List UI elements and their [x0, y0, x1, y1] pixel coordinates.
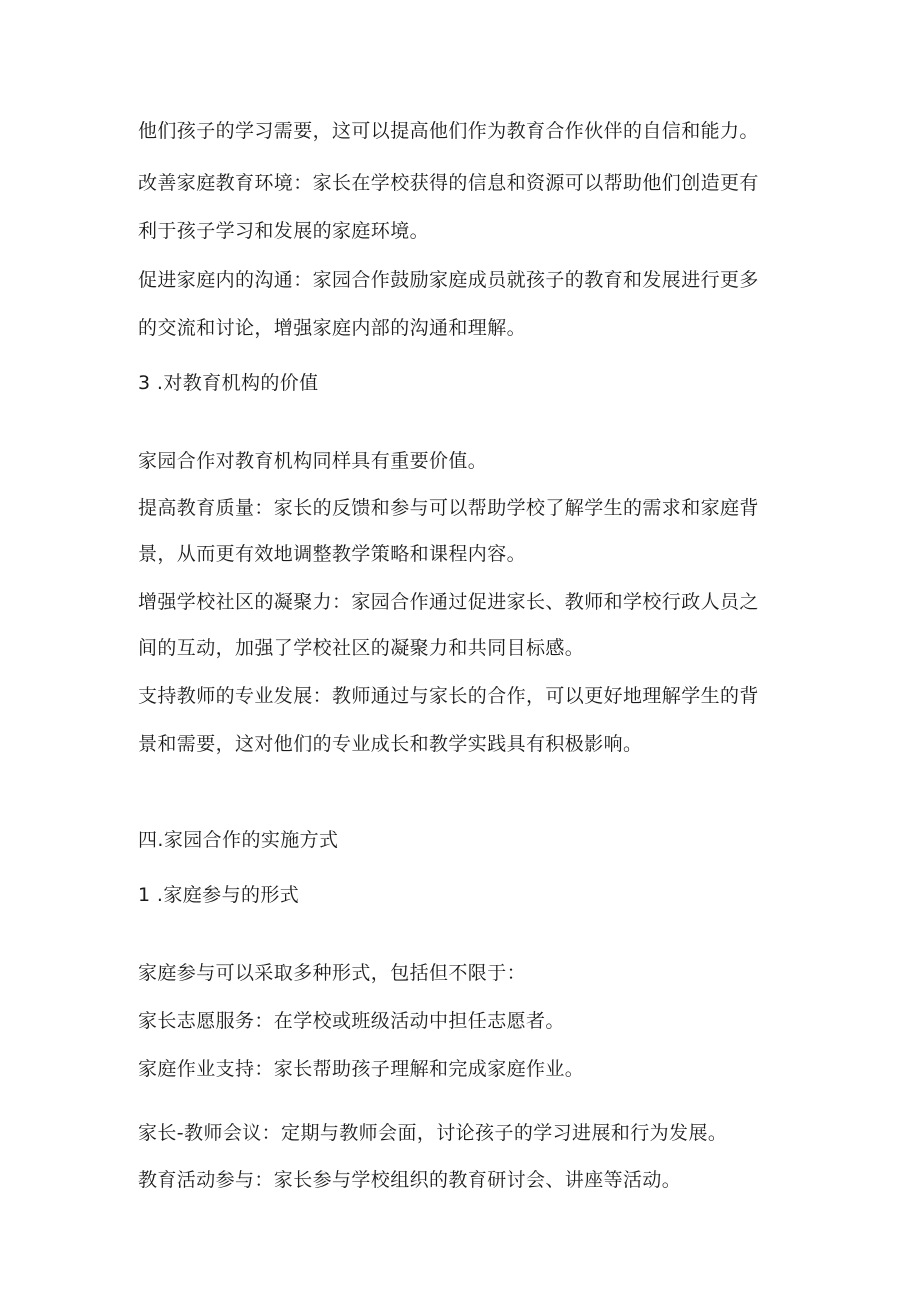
chapter-heading: 四.家园合作的实施方式 [138, 829, 339, 851]
paragraph-line: 景，从而更有效地调整教学策略和课程内容。 [138, 543, 527, 565]
paragraph-line: 家庭作业支持：家长帮助孩子理解和完成家庭作业。 [138, 1058, 585, 1080]
paragraph-line: 家长志愿服务：在学校或班级活动中担任志愿者。 [138, 1010, 565, 1032]
section-heading: 3 .对教育机构的价值 [138, 372, 319, 394]
paragraph-line: 的交流和讨论，增强家庭内部的沟通和理解。 [138, 317, 527, 339]
paragraph-line: 他们孩子的学习需要，这可以提高他们作为教育合作伙伴的自信和能力。 [138, 120, 759, 142]
paragraph-line: 利于孩子学习和发展的家庭环境。 [138, 220, 430, 242]
paragraph-line: 教育活动参与：家长参与学校组织的教育研讨会、讲座等活动。 [138, 1169, 682, 1191]
paragraph-line: 间的互动，加强了学校社区的凝聚力和共同目标感。 [138, 637, 585, 659]
section-heading: 1 .家庭参与的形式 [138, 884, 300, 906]
paragraph-line: 增强学校社区的凝聚力：家园合作通过促进家长、教师和学校行政人员之 [138, 591, 759, 613]
paragraph-line: 提高教育质量：家长的反馈和参与可以帮助学校了解学生的需求和家庭背 [138, 497, 759, 519]
paragraph-line: 景和需要，这对他们的专业成长和教学实践具有积极影响。 [138, 733, 643, 755]
paragraph-line: 支持教师的专业发展：教师通过与家长的合作，可以更好地理解学生的背 [138, 685, 759, 707]
paragraph-line: 家庭参与可以采取多种形式，包括但不限于： [138, 962, 527, 984]
paragraph-line: 改善家庭教育环境：家长在学校获得的信息和资源可以帮助他们创造更有 [138, 172, 759, 194]
paragraph-line: 家园合作对教育机构同样具有重要价值。 [138, 450, 488, 472]
paragraph-line: 家长-教师会议：定期与教师会面，讨论孩子的学习进展和行为发展。 [138, 1122, 728, 1144]
paragraph-line: 促进家庭内的沟通：家园合作鼓励家庭成员就孩子的教育和发展进行更多 [138, 269, 759, 291]
